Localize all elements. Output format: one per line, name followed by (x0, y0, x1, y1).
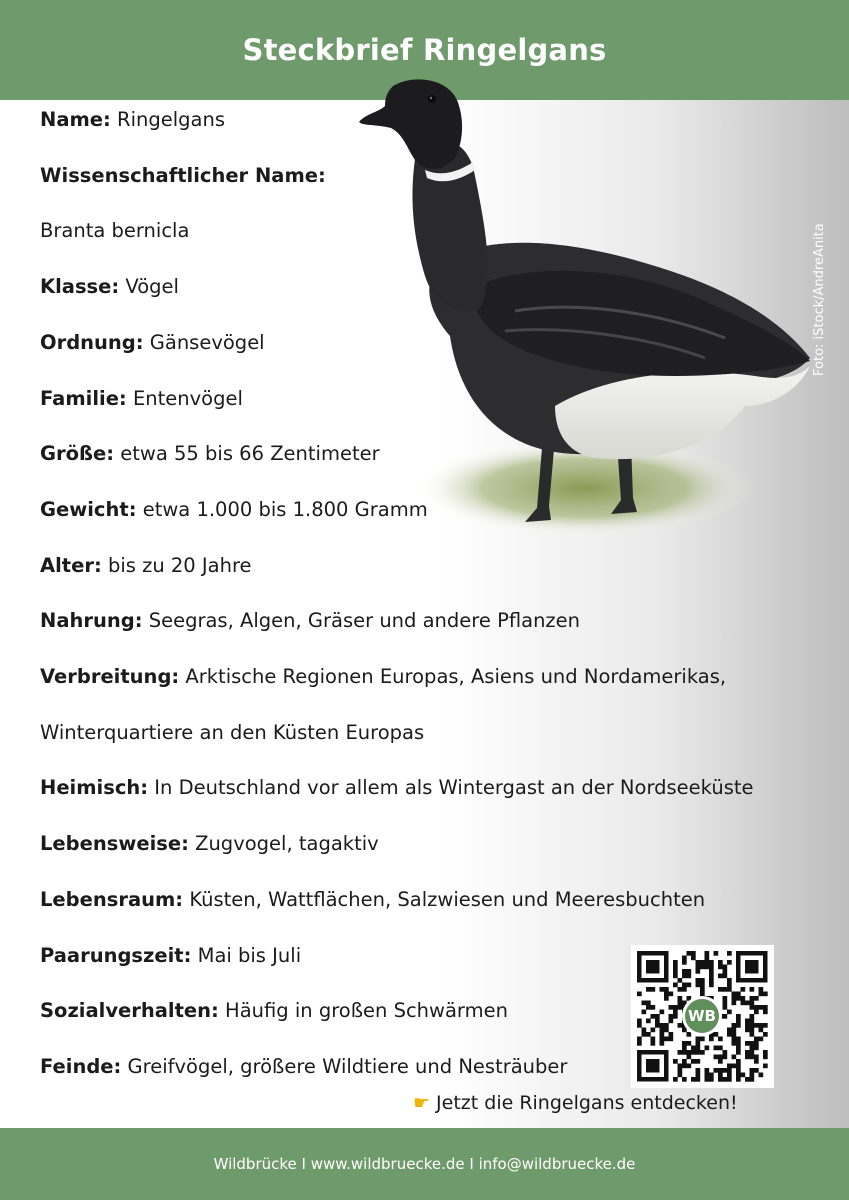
fact-value: Arktische Regionen Europas, Asiens und Nordamerikas, (185, 665, 727, 688)
fact-row-name (40, 108, 225, 132)
fact-label: Feinde: (40, 1054, 122, 1078)
footer-contact: Wildbrücke I www.wildbruecke.de I info@wildbruecke.de (213, 1155, 636, 1173)
fact-row-food (40, 609, 580, 633)
fact-value: Branta bernicla (40, 219, 190, 243)
fact-value: Zugvogel, tagaktiv (195, 832, 379, 856)
fact-value: Ringelgans (117, 108, 225, 131)
photo-credit: Foto: iStock/AndreAnita (812, 223, 827, 376)
fact-label: Alter: (40, 553, 102, 577)
fact-label: Ordnung: (40, 330, 144, 354)
fact-row-habitat (40, 888, 705, 912)
fact-row-weight (40, 498, 428, 522)
fact-label: Heimisch: (40, 776, 149, 800)
fact-value: etwa 55 bis 66 Zentimeter (120, 442, 380, 466)
fact-value: Seegras, Algen, Gräser und andere Pflanzen (148, 609, 581, 633)
fact-row-age (40, 554, 252, 578)
page-title: Steckbrief Ringelgans (242, 33, 607, 67)
fact-label: Name: (40, 108, 111, 131)
fact-row-social-behavior (40, 999, 508, 1023)
fact-row-size (40, 442, 380, 466)
fact-label: Wissenschaftlicher Name: (40, 163, 326, 187)
fact-row-distribution (40, 665, 726, 689)
fact-row-order (40, 331, 265, 355)
fact-label: Paarungszeit: (40, 943, 192, 967)
fact-value: Gänsevögel (149, 330, 265, 354)
fact-value: Häufig in großen Schwärmen (225, 999, 508, 1023)
goose-photo (355, 76, 820, 546)
cta-link[interactable] (413, 1092, 738, 1114)
fact-row-distribution-continued (40, 721, 424, 745)
fact-row-family (40, 387, 243, 411)
footer-bar (0, 1128, 849, 1200)
fact-row-mating-season (40, 944, 301, 968)
fact-row-scientific-name-value (40, 219, 189, 243)
fact-label: Sozialverhalten: (40, 999, 219, 1023)
fact-label: Nahrung: (40, 609, 143, 633)
fact-value: Greifvögel, größere Wildtiere und Nesträuber (127, 1054, 568, 1078)
wb-logo-badge: WB (682, 996, 722, 1036)
fact-row-lifestyle (40, 832, 379, 856)
pointing-hand-icon: ☛ (413, 1092, 431, 1114)
fact-row-native (40, 776, 754, 800)
fact-value: Küsten, Wattflächen, Salzwiesen und Meeresbuchten (189, 887, 706, 911)
fact-label: Lebensweise: (40, 832, 189, 856)
cta-text: Jetzt die Ringelgans entdecken! (436, 1092, 738, 1114)
fact-value: Winterquartiere an den Küsten Europas (40, 720, 425, 744)
fact-label: Verbreitung: (40, 665, 180, 688)
fact-row-enemies (40, 1055, 567, 1079)
fact-value: etwa 1.000 bis 1.800 Gramm (142, 497, 428, 521)
fact-label: Größe: (40, 442, 115, 466)
fact-row-scientific-name (40, 164, 326, 188)
qr-code[interactable] (631, 945, 774, 1088)
fact-value: In Deutschland vor allem als Wintergast an der Nordseeküste (154, 776, 754, 800)
fact-label: Lebensraum: (40, 887, 184, 911)
fact-value: Vögel (125, 275, 179, 299)
fact-value: Entenvögel (132, 386, 243, 410)
fact-value: bis zu 20 Jahre (107, 553, 252, 577)
fact-label: Gewicht: (40, 497, 137, 521)
fact-value: Mai bis Juli (197, 943, 302, 967)
fact-row-class (40, 275, 179, 299)
fact-label: Familie: (40, 386, 127, 410)
fact-label: Klasse: (40, 275, 120, 299)
